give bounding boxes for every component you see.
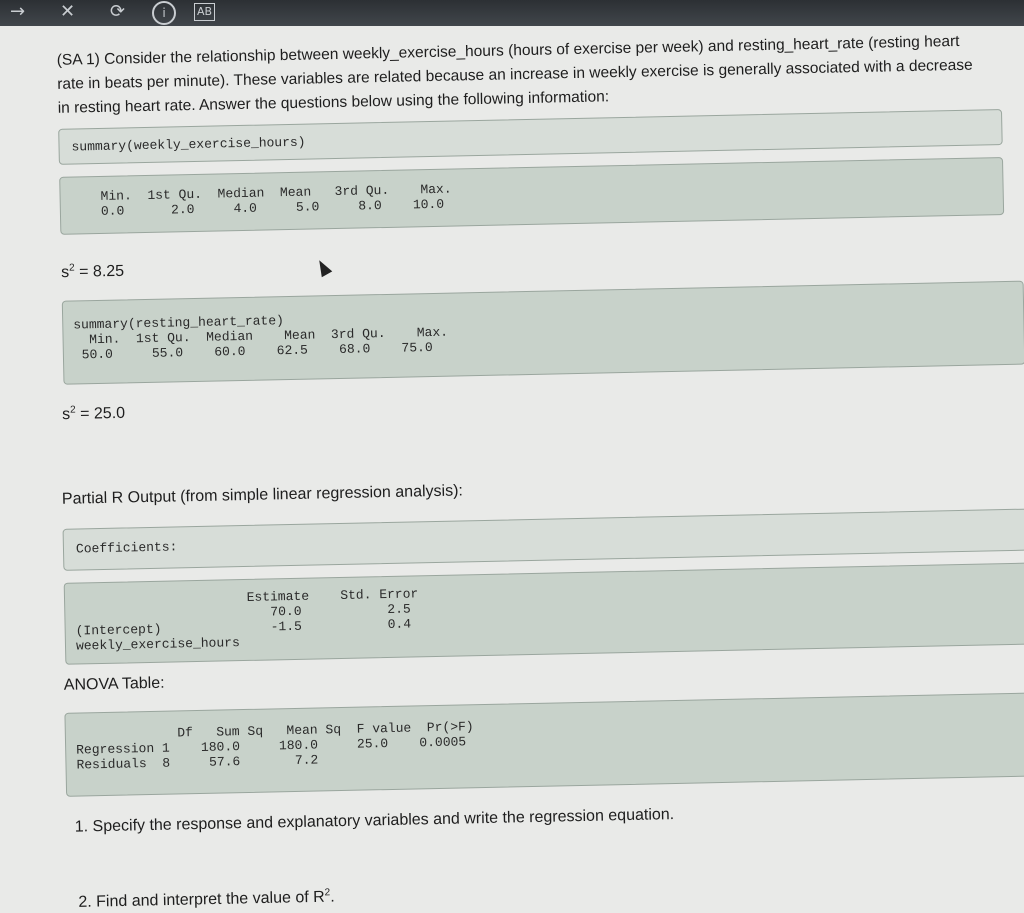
info-icon[interactable]: i xyxy=(152,1,176,25)
variance-symbol: s xyxy=(61,405,71,424)
exercise-output-box xyxy=(59,157,1004,235)
variance-exponent: 2 xyxy=(69,404,76,416)
question-1: 1. Specify the response and explanatory variables and write the regression equation. xyxy=(74,806,675,836)
anova-table: Df Sum Sq Mean Sq F value Pr(>F) Regression 1 180.0 180.0 25.0 0.0005 Residuals 8 57.6 7.2 xyxy=(75,719,474,773)
back-arrow-icon[interactable]: → xyxy=(10,1,26,22)
close-icon[interactable]: ✕ xyxy=(60,1,76,22)
coefficients-table: Estimate Std. Error 70.0 2.5 (Intercept) -1.5 0.4 weekly_exercise_hours xyxy=(74,586,419,654)
exercise-variance xyxy=(61,261,124,282)
anova-box xyxy=(64,692,1024,796)
mouse-cursor-icon xyxy=(314,257,332,277)
heart-summary-output: summary(resting_heart_rate) Min. 1st Qu. Median Mean 3rd Qu. Max. 50.0 55.0 60.0 62.5 68.0 75.0 xyxy=(73,313,449,363)
heart-output-box xyxy=(62,281,1024,385)
exercise-summary-command: summary(weekly_exercise_hours) xyxy=(71,134,306,155)
variance-value: = 25.0 xyxy=(75,404,126,423)
regression-heading: Partial R Output (from simple linear regression analysis): xyxy=(61,482,464,508)
variance-value: = 8.25 xyxy=(74,262,125,281)
anova-heading: ANOVA Table: xyxy=(63,674,165,694)
variance-symbol: s xyxy=(60,263,70,282)
translate-icon[interactable]: AB xyxy=(194,3,215,21)
heart-variance xyxy=(62,403,125,424)
question-2-text: 2. Find and interpret the value of R xyxy=(78,888,325,911)
variance-exponent: 2 xyxy=(68,262,75,274)
problem-intro: (SA 1) Consider the relationship between weekly_exercise_hours (hours of exercise per week) and resting_heart_rate (resting heart rate in beats per minute). These variables are related because an increase in weekly exercise is generally associated with a decrease in resting heart rate. Answer the questions below using the following information: xyxy=(56,32,973,117)
coefficients-label-box xyxy=(63,508,1024,570)
coefficients-label: Coefficients: xyxy=(75,539,178,557)
question-2-end: . xyxy=(330,888,335,906)
r-squared-exponent: 2 xyxy=(324,887,331,899)
coefficients-box xyxy=(64,562,1024,664)
exercise-summary-output: Min. 1st Qu. Median Mean 3rd Qu. Max. 0.0 2.0 4.0 5.0 8.0 10.0 xyxy=(100,181,452,219)
reload-icon[interactable]: ⟳ xyxy=(110,1,126,22)
question-page xyxy=(0,5,1024,911)
